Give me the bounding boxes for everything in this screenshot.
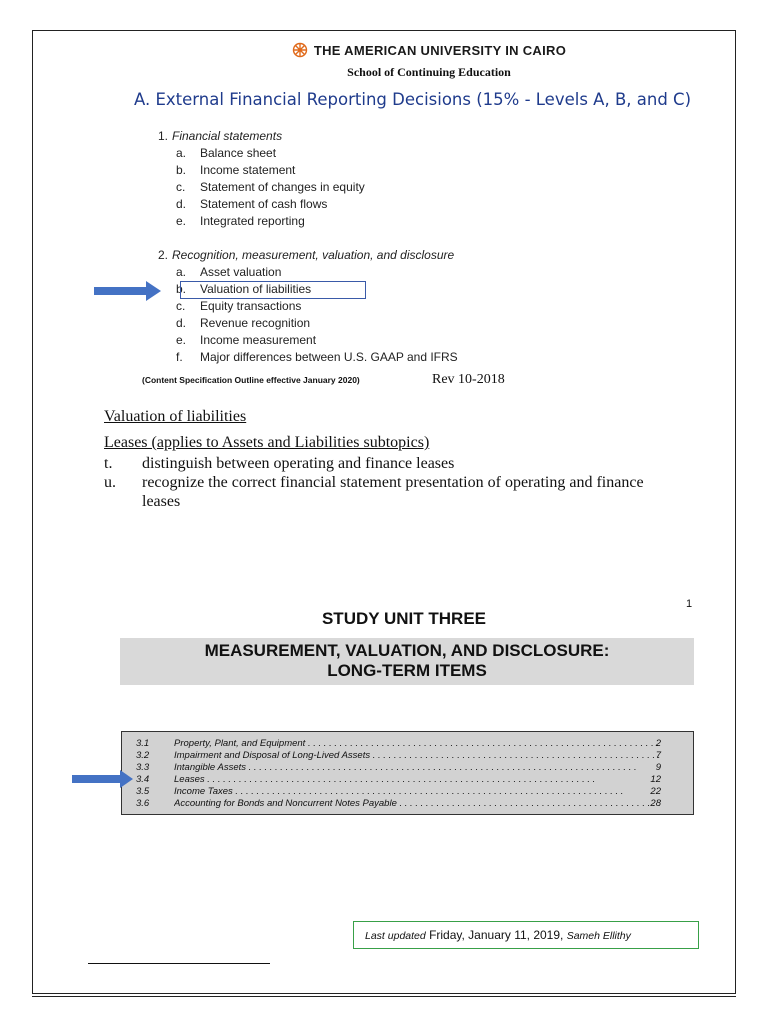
objective-u-continued: leases — [142, 493, 181, 510]
cso-note: (Content Specification Outline effective January 2020) — [142, 375, 360, 385]
page-border-bottom — [32, 996, 736, 997]
last-updated-date: Friday, January 11, 2019, — [429, 928, 564, 942]
outline-item: c. Statement of changes in equity — [176, 180, 365, 194]
toc-pointer-arrow-icon — [72, 770, 134, 788]
toc-row: 3.6 Accounting for Bonds and Noncurrent Notes Payable . . . 28 — [122, 798, 693, 810]
table-of-contents — [121, 731, 694, 815]
outline-item: c. Equity transactions — [176, 299, 302, 313]
document-header — [0, 42, 768, 80]
objective-text: distinguish between operating and finance leases — [142, 455, 455, 472]
outline-item-highlighted: b. Valuation of liabilities — [176, 282, 312, 296]
outline-item: b. Income statement — [176, 163, 296, 177]
highlight-box — [180, 281, 366, 299]
outline-item: d. Statement of cash flows — [176, 197, 328, 211]
toc-row: 3.5 Income Taxes . . . 22 — [122, 786, 693, 798]
outline-group-2 — [158, 246, 458, 366]
toc-row: 3.1 Property, Plant, and Equipment . . . 2 — [122, 738, 693, 750]
university-logo-icon — [292, 42, 308, 58]
university-name-row — [292, 42, 566, 58]
outline-item: a. Balance sheet — [176, 146, 277, 160]
page-number: 1 — [686, 598, 693, 610]
study-unit-title-line2: LONG-TERM ITEMS — [327, 661, 487, 680]
objective-key: u. — [104, 474, 116, 491]
valuation-heading: Valuation of liabilities — [104, 408, 247, 425]
outline-list — [158, 264, 458, 366]
university-name: THE AMERICAN UNIVERSITY IN CAIRO — [313, 42, 567, 58]
toc-row: 3.2 Impairment and Disposal of Long-Lived Assets . . . 7 — [122, 750, 693, 762]
objective-t — [104, 455, 454, 473]
outline-item: a. Asset valuation — [176, 265, 282, 279]
objective-text: recognize the correct financial statement presentation of operating and finance — [142, 474, 644, 491]
last-updated-author: Sameh Ellithy — [566, 930, 631, 942]
outline-heading: Financial statements — [172, 129, 283, 143]
outline-list — [158, 145, 365, 230]
outline-item: e. Integrated reporting — [176, 214, 305, 228]
study-unit-title-line1: MEASUREMENT, VALUATION, AND DISCLOSURE: — [204, 641, 610, 660]
study-unit-title-box — [120, 638, 694, 685]
objective-key: t. — [104, 455, 113, 472]
toc-row: 3.3 Intangible Assets . . . 9 — [122, 762, 693, 774]
leases-subheading: Leases (applies to Assets and Liabilities subtopics) — [104, 434, 430, 451]
toc-row-highlighted: 3.4 Leases . . . 12 — [122, 774, 693, 786]
outline-item: f. Major differences between U.S. GAAP and IFRS — [176, 350, 458, 364]
outline-group-1 — [158, 127, 365, 230]
school-name: School of Continuing Education — [347, 65, 511, 79]
last-updated-box — [353, 921, 699, 949]
study-unit-label: STUDY UNIT THREE — [321, 609, 487, 628]
section-title: A. External Financial Reporting Decisions (15% - Levels A, B, and C) — [134, 90, 692, 109]
pointer-arrow-icon — [94, 281, 162, 301]
page-border — [32, 30, 736, 994]
outline-heading: Recognition, measurement, valuation, and disclosure — [172, 248, 455, 262]
last-updated-label: Last updated — [365, 930, 426, 942]
outline-number: 2. — [158, 248, 169, 262]
objective-u — [104, 474, 644, 492]
revision-label: Rev 10-2018 — [432, 372, 505, 387]
footnote-separator — [88, 963, 270, 964]
outline-item: d. Revenue recognition — [176, 316, 311, 330]
outline-number: 1. — [158, 129, 169, 143]
outline-item: e. Income measurement — [176, 333, 317, 347]
